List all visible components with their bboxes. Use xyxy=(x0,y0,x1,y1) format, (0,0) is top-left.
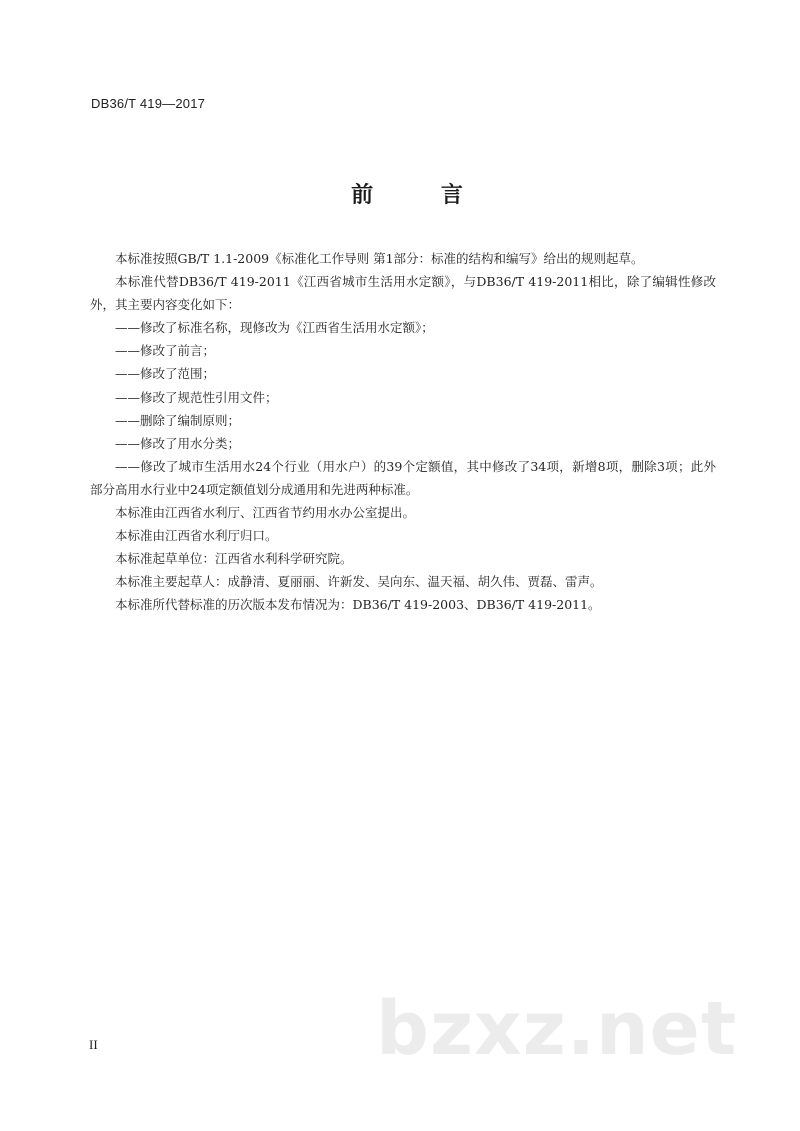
paragraph: 本标准主要起草人：成静清、夏丽丽、许新发、吴向东、温天福、胡久伟、贾磊、雷声。 xyxy=(115,574,603,590)
paragraph: 本标准起草单位：江西省水利科学研究院。 xyxy=(115,551,353,567)
change-item: ——修改了前言； xyxy=(115,343,216,359)
change-item: ——修改了城市生活用水24个行业（用水户）的39个定额值，其中修改了34项，新增8项，删除3项；此外部分高用水行业中24项定额值划分成通用和先进两种标准。 xyxy=(90,458,716,497)
paragraph: 本标准所代替标准的历次版本发布情况为：DB36/T 419-2003、DB36/T 419-2011。 xyxy=(115,597,601,613)
change-item: ——修改了规范性引用文件； xyxy=(115,389,278,405)
change-item: ——删除了编制原则； xyxy=(115,412,241,428)
change-item: ——修改了标准名称，现修改为《江西省生活用水定额》； xyxy=(115,320,434,336)
page-title: 前 言 xyxy=(351,183,493,208)
foreword-body xyxy=(90,247,716,617)
paragraph: 本标准由江西省水利厅归口。 xyxy=(115,528,278,544)
paragraph: 本标准由江西省水利厅、江西省节约用水办公室提出。 xyxy=(115,505,416,521)
change-item: ——修改了用水分类； xyxy=(115,435,241,451)
watermark: bzxz.net xyxy=(376,986,738,1072)
change-item: ——修改了范围； xyxy=(115,366,216,382)
document-code: DB36/T 419—2017 xyxy=(91,96,206,111)
paragraph: 本标准按照GB/T 1.1-2009《标准化工作导则 第1部分：标准的结构和编写》给出的规则起草。 xyxy=(115,251,644,266)
paragraph: 本标准代替DB36/T 419-2011《江西省城市生活用水定额》，与DB36/T 419-2011相比，除了编辑性修改外，其主要内容变化如下： xyxy=(90,274,716,313)
page-number: II xyxy=(89,1037,98,1052)
